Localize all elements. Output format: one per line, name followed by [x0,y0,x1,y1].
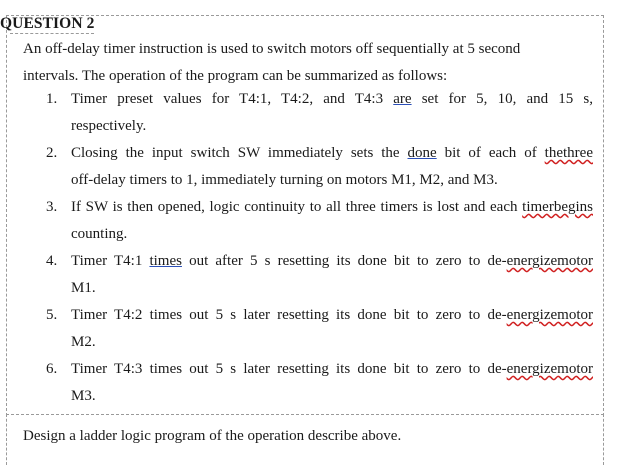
step-line-1: If SW is then opened, logic continuity to all three timers is lost and each timerbegins [71,199,593,215]
title-divider [10,33,94,34]
step-number: 5. [46,307,58,323]
question-intro [23,36,583,90]
step-line-1: Timer T4:3 times out 5 s later resetting its done bit to zero to de-energizemotor [71,361,593,377]
list-item [23,248,593,302]
list-item [23,356,593,410]
step-line-2: M3. [71,388,96,404]
step-number: 2. [46,145,58,161]
list-item [23,302,593,356]
step-number: 1. [46,91,58,107]
step-line-1: Closing the input switch SW immediately sets the done bit of each of thethree [71,145,593,161]
intro-line-1: An off-delay timer instruction is used to switch motors off sequentially at 5 second [23,41,521,57]
step-line-1: Timer T4:2 times out 5 s later resetting its done bit to zero to de-energizemotor [71,307,593,323]
step-line-1: Timer preset values for T4:1, T4:2, and T4:3 are set for 5, 10, and 15 s, [71,91,593,107]
steps-list [23,86,593,410]
step-line-2: counting. [71,226,128,242]
step-line-2: M2. [71,334,96,350]
step-number: 4. [46,253,58,269]
step-number: 3. [46,199,58,215]
step-line-2: off-delay timers to 1, immediately turning on motors M1, M2, and M3. [71,172,498,188]
intro-line-2: intervals. The operation of the program can be summarized as follows: [23,68,448,84]
list-item [23,140,593,194]
step-line-1: Timer T4:1 times out after 5 s resetting its done bit to zero to de-energizemotor [71,253,593,269]
step-line-2: respectively. [71,118,147,134]
list-item [23,86,593,140]
final-instruction: Design a ladder logic program of the operation describe above. [23,428,402,444]
step-line-2: M1. [71,280,96,296]
list-item [23,194,593,248]
question-title: QUESTION 2 [0,15,95,32]
step-number: 6. [46,361,58,377]
